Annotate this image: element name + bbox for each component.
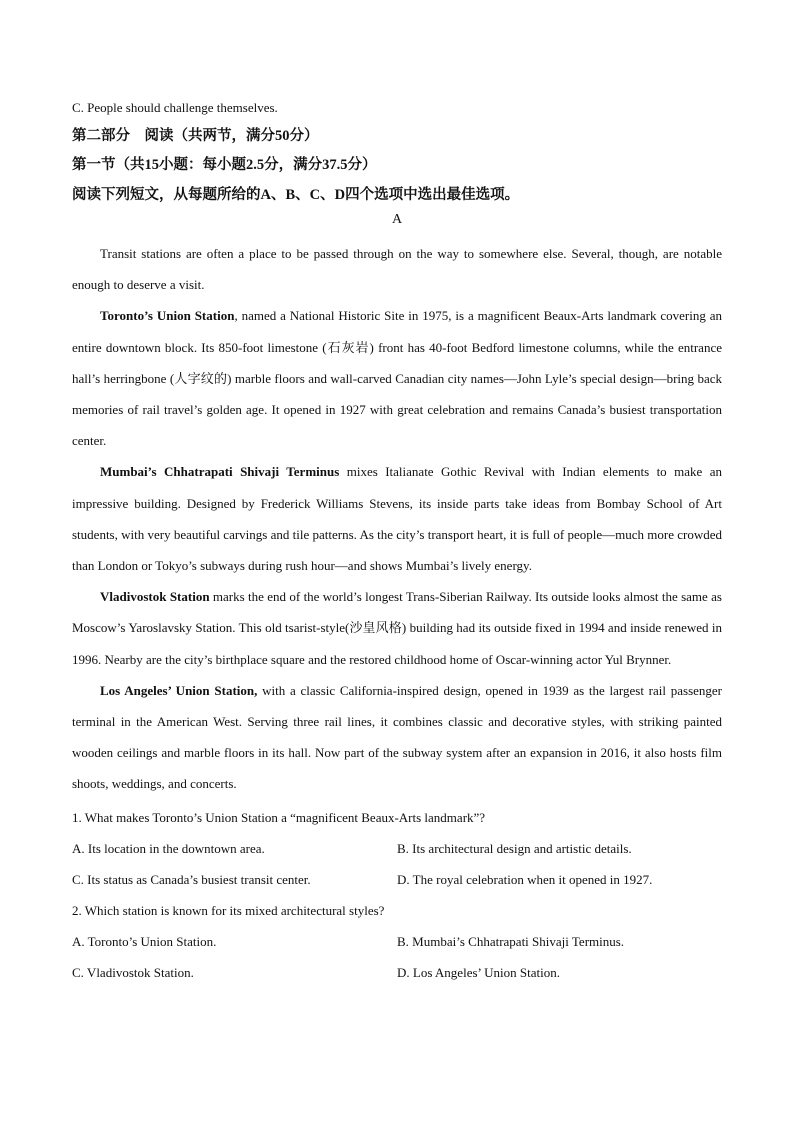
passage-label: A: [391, 212, 403, 227]
toronto-text: , named a National Historic Site in 1975, is a magnificent Beaux-Arts landmark covering an entire downtown block. Its 850-foot limestone (石灰岩) front has 40-foot Bedford limestone columns, while the entrance hall’s herringbone (人字纹的) marble floors and wall-carved Canadian city names—John Lyle’s special design—bring back memories of rail travel’s golden age. It opened in 1927 with great celebration and remains Canada’s busiest transportation center.: [72, 308, 722, 449]
paragraph-mumbai: [72, 456, 722, 581]
question-2-option-a: A. Toronto’s Union Station.: [72, 933, 217, 949]
question-2-option-c: C. Vladivostok Station.: [72, 964, 194, 980]
part-heading: 第二部分 阅读（共两节，满分50分）: [72, 128, 319, 144]
mumbai-title: Mumbai’s Chhatrapati Shivaji Terminus: [100, 464, 340, 480]
question-1-option-d: D. The royal celebration when it opened in 1927.: [397, 871, 653, 887]
question-1-stem: 1. What makes Toronto’s Union Station a “magnificent Beaux-Arts landmark”?: [72, 809, 486, 825]
paragraph-los-angeles: [72, 675, 722, 800]
question-1-option-c: C. Its status as Canada’s busiest transit center.: [72, 871, 311, 887]
previous-option: C. People should challenge themselves.: [72, 100, 278, 115]
paragraph-toronto: [72, 300, 722, 456]
question-1-option-a: A. Its location in the downtown area.: [72, 840, 265, 856]
question-2-option-b: B. Mumbai’s Chhatrapati Shivaji Terminus.: [397, 933, 625, 949]
question-1-options-row1: [72, 839, 722, 859]
question-1-options-row2: [72, 870, 722, 890]
toronto-title: Toronto’s Union Station: [100, 308, 235, 324]
question-1-option-b: B. Its architectural design and artistic details.: [397, 840, 632, 856]
vladivostok-text: marks the end of the world’s longest Trans-Siberian Railway. Its outside looks almost the same as Moscow’s Yaroslavsky Station. This old tsarist-style(沙皇风格) building had its outside fixed in 1994 and inside renewed in 1996. Nearby are the city’s birthplace square and the restored childhood home of Oscar-winning actor Yul Brynner.: [72, 589, 722, 667]
exam-page: [72, 98, 722, 983]
vladivostok-title: Vladivostok Station: [100, 589, 210, 605]
question-2-stem: 2. Which station is known for its mixed architectural styles?: [72, 902, 385, 918]
los-angeles-text: with a classic California-inspired design, opened in 1939 as the largest rail passenger terminal in the American West. Serving three rail lines, it combines classic and decorative styles, with striking painted wooden ceilings and marble floors in its hall. Now part of the subway system after an expansion in 2016, it also hosts film shoots, weddings, and concerts.: [72, 682, 722, 792]
paragraph-vladivostok: [72, 581, 722, 675]
paragraph-intro: Transit stations are often a place to be passed through on the way to somewhere else. Several, though, are notable enough to deserve a visit.: [72, 246, 722, 293]
mumbai-text: mixes Italianate Gothic Revival with Indian elements to make an impressive building. Designed by Frederick Williams Stevens, its inside parts take ideas from Bombay School of Art students, with very beautiful carvings and tile patterns. As the city’s transport heart, it is full of people—much more crowded than London or Tokyo’s subways during rush hour—and shows Mumbai’s lively energy.: [72, 464, 722, 574]
question-2-options-row1: [72, 932, 722, 952]
section-heading: 第一节（共15小题：每小题2.5分，满分37.5分）: [72, 157, 377, 173]
question-2-options-row2: [72, 963, 722, 983]
los-angeles-title: Los Angeles’ Union Station,: [100, 682, 258, 698]
instructions: 阅读下列短文，从每题所给的A、B、C、D四个选项中选出最佳选项。: [72, 187, 520, 203]
question-2-option-d: D. Los Angeles’ Union Station.: [397, 964, 560, 980]
